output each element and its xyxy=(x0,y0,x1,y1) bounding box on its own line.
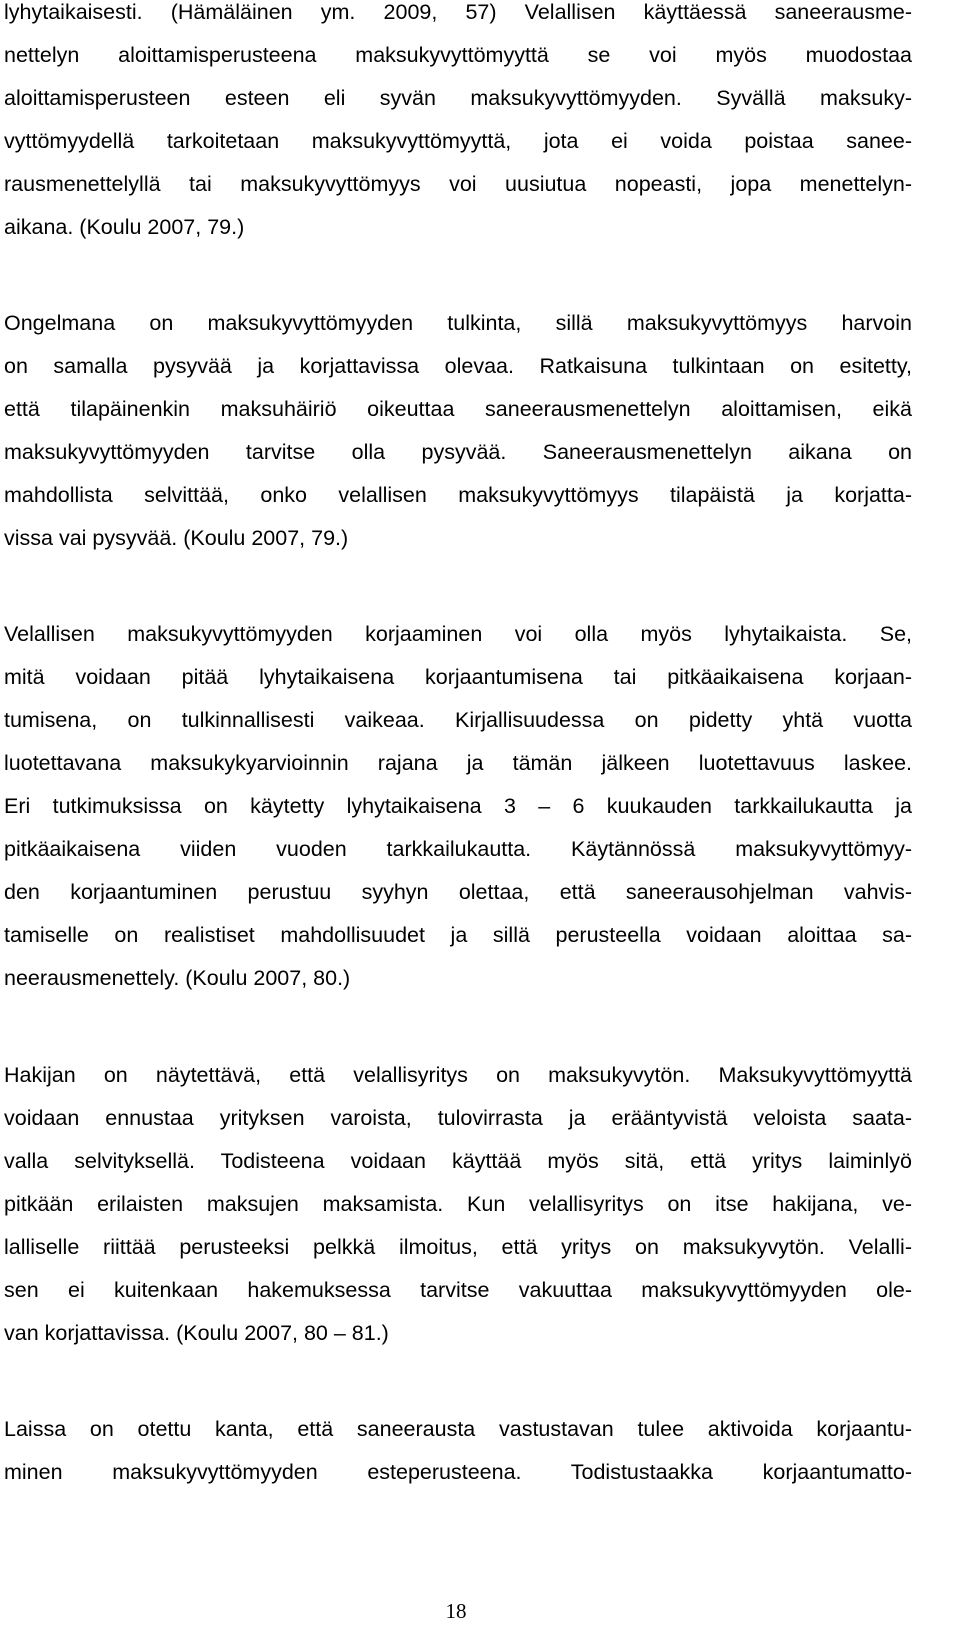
text-line: aikana. (Koulu 2007, 79.) xyxy=(4,215,245,239)
text-line: Hakijan on näytettävä, että velallisyritys on maksukyvytön. Maksukyvyttömyyttä xyxy=(4,1063,912,1087)
text-line: voidaan ennustaa yrityksen varoista, tulovirrasta ja erääntyvistä veloista saata- xyxy=(4,1106,912,1130)
text-line: lyhytaikaisesti. (Hämäläinen ym. 2009, 57) Velallisen käyttäessä saneerausme- xyxy=(4,0,912,24)
text-line: Laissa on otettu kanta, että saneerausta vastustavan tulee aktivoida korjaantu- xyxy=(4,1417,912,1441)
text-line: tamiselle on realistiset mahdollisuudet ja sillä perusteella voidaan aloittaa sa- xyxy=(4,923,912,947)
text-line: aloittamisperusteen esteen eli syvän maksukyvyttömyyden. Syvällä maksuky- xyxy=(4,86,912,110)
text-line: on samalla pysyvää ja korjattavissa olevaa. Ratkaisuna tulkintaan on esitetty, xyxy=(4,354,912,378)
text-line: neerausmenettely. (Koulu 2007, 80.) xyxy=(4,966,351,990)
text-line: että tilapäinenkin maksuhäiriö oikeuttaa saneerausmenettelyn aloittamisen, eikä xyxy=(4,397,912,421)
text-line: lalliselle riittää perusteeksi pelkkä ilmoitus, että yritys on maksukyvytön. Velalli- xyxy=(4,1235,912,1259)
paragraph-4 xyxy=(4,1054,912,1355)
paragraph-1 xyxy=(4,0,912,249)
paragraph-2 xyxy=(4,302,912,560)
text-line: van korjattavissa. (Koulu 2007, 80 – 81.) xyxy=(4,1321,389,1345)
text-line: nettelyn aloittamisperusteena maksukyvyttömyyttä se voi myös muodostaa xyxy=(4,43,912,67)
text-line: luotettavana maksukykyarvioinnin rajana ja tämän jälkeen luotettavuus laskee. xyxy=(4,751,912,775)
text-line: valla selvityksellä. Todisteena voidaan käyttää myös sitä, että yritys laiminlyö xyxy=(4,1149,912,1173)
text-line: pitkään erilaisten maksujen maksamista. Kun velallisyritys on itse hakijana, ve- xyxy=(4,1192,912,1216)
text-line: tumisena, on tulkinnallisesti vaikeaa. Kirjallisuudessa on pidetty yhtä vuotta xyxy=(4,708,912,732)
text-line: maksukyvyttömyyden tarvitse olla pysyvää. Saneerausmenettelyn aikana on xyxy=(4,440,912,464)
text-line: Eri tutkimuksissa on käytetty lyhytaikaisena 3 – 6 kuukauden tarkkailukautta ja xyxy=(4,794,912,818)
page-number: 18 xyxy=(445,1599,467,1623)
text-line: den korjaantuminen perustuu syyhyn olettaa, että saneerausohjelman vahvis- xyxy=(4,880,912,904)
text-line: Velallisen maksukyvyttömyyden korjaaminen voi olla myös lyhytaikaista. Se, xyxy=(4,622,912,646)
text-line: Ongelmana on maksukyvyttömyyden tulkinta, sillä maksukyvyttömyys harvoin xyxy=(4,311,912,335)
text-line: mahdollista selvittää, onko velallisen maksukyvyttömyys tilapäistä ja korjatta- xyxy=(4,483,912,507)
text-line: mitä voidaan pitää lyhytaikaisena korjaantumisena tai pitkäaikaisena korjaan- xyxy=(4,665,912,689)
text-line: pitkäaikaisena viiden vuoden tarkkailukautta. Käytännössä maksukyvyttömyy- xyxy=(4,837,912,861)
text-line: minen maksukyvyttömyyden esteperusteena. Todistustaakka korjaantumatto- xyxy=(4,1460,912,1484)
text-line: rausmenettelyllä tai maksukyvyttömyys voi uusiutua nopeasti, jopa menettelyn- xyxy=(4,172,912,196)
text-line: vissa vai pysyvää. (Koulu 2007, 79.) xyxy=(4,526,349,550)
paragraph-3 xyxy=(4,613,912,1000)
paragraph-5 xyxy=(4,1408,912,1494)
text-line: vyttömyydellä tarkoitetaan maksukyvyttömyyttä, jota ei voida poistaa sanee- xyxy=(4,129,912,153)
text-line: sen ei kuitenkaan hakemuksessa tarvitse vakuuttaa maksukyvyttömyyden ole- xyxy=(4,1278,912,1302)
